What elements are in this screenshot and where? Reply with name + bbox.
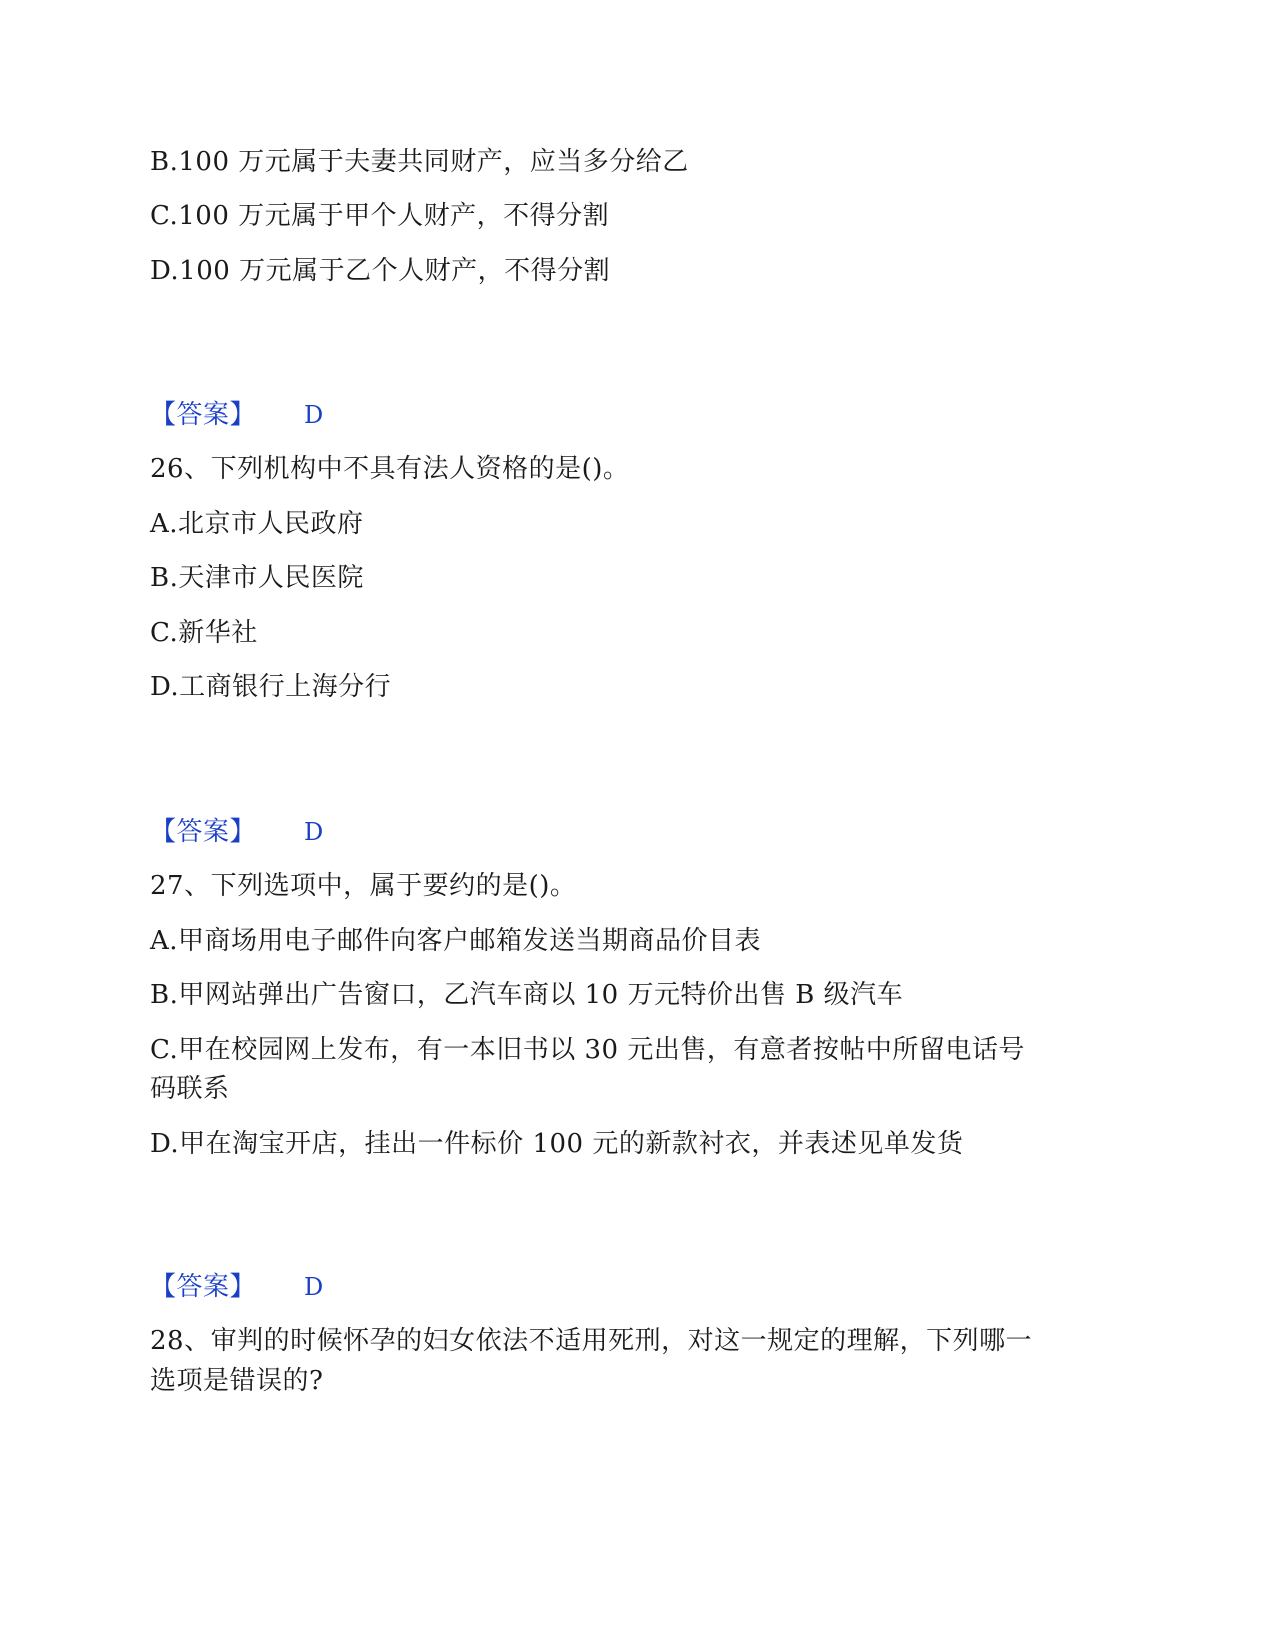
q26-stem: 26、下列机构中不具有法人资格的是()。 (150, 454, 630, 484)
q25-option-c: C.100 万元属于甲个人财产，不得分割 (150, 201, 610, 231)
q27-option-b: B.甲网站弹出广告窗口，乙汽车商以 10 万元特价出售 B 级汽车 (150, 980, 904, 1010)
answer-label: 【答案】 (150, 400, 257, 430)
q25-option-b: B.100 万元属于夫妻共同财产，应当多分给乙 (150, 147, 689, 177)
answer-value: D (304, 401, 324, 429)
answer-value: D (304, 818, 324, 846)
q25-option-d: D.100 万元属于乙个人财产，不得分割 (150, 256, 611, 286)
answer-label: 【答案】 (150, 1272, 257, 1302)
q25-answer (150, 395, 324, 435)
q27-option-c: C.甲在校园网上发布，有一本旧书以 30 元出售，有意者按帖中所留电话号 (150, 1035, 1025, 1065)
q27-option-c-continued: 码联系 (150, 1074, 230, 1104)
q26-option-d: D.工商银行上海分行 (150, 672, 392, 702)
q27-answer (150, 1267, 324, 1307)
q28-stem-line-1: 28、审判的时候怀孕的妇女依法不适用死刑，对这一规定的理解，下列哪一 (150, 1326, 1033, 1356)
q27-option-d: D.甲在淘宝开店，挂出一件标价 100 元的新款衬衣，并表述见单发货 (150, 1129, 964, 1159)
q28-stem-line-2: 选项是错误的? (150, 1366, 324, 1396)
q26-option-a: A.北京市人民政府 (150, 509, 364, 539)
answer-value: D (304, 1273, 324, 1301)
q27-option-a: A.甲商场用电子邮件向客户邮箱发送当期商品价目表 (150, 926, 762, 956)
answer-label: 【答案】 (150, 817, 257, 847)
q26-option-b: B.天津市人民医院 (150, 563, 364, 593)
q27-stem: 27、下列选项中，属于要约的是()。 (150, 871, 577, 901)
q26-option-c: C.新华社 (150, 618, 258, 648)
q26-answer (150, 812, 324, 852)
